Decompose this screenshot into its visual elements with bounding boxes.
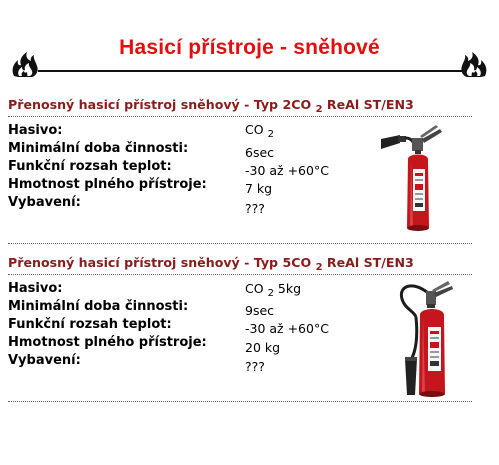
spec-label-vybaveni: Vybavení: xyxy=(8,195,81,210)
extinguisher-image xyxy=(392,277,460,401)
title-divider xyxy=(8,274,472,275)
spec-label-rozsah: Funkční rozsah teplot: xyxy=(8,317,172,332)
product-section xyxy=(8,255,472,405)
section-divider xyxy=(8,401,472,402)
spec-label-doba: Minimální doba činnosti: xyxy=(8,141,189,156)
spec-value-hasivo: CO $_2$ 5kg xyxy=(245,281,302,299)
spec-label-hmotnost: Hmotnost plného přístroje: xyxy=(8,335,207,350)
spec-value-hasivo: CO $_2$ xyxy=(245,122,274,140)
spec-value-rozsah: -30 až +60°C xyxy=(245,321,329,336)
page-header xyxy=(0,0,499,90)
spec-label-hasivo: Hasivo: xyxy=(8,281,63,296)
title-divider xyxy=(8,116,472,117)
header-divider xyxy=(38,70,464,72)
spec-value-rozsah: -30 až +60°C xyxy=(245,163,329,178)
extinguisher-image xyxy=(378,123,454,238)
spec-label-doba: Minimální doba činnosti: xyxy=(8,299,189,314)
spec-value-vybaveni: ??? xyxy=(245,201,265,216)
spec-value-vybaveni: ??? xyxy=(245,359,265,374)
spec-value-doba: 6sec xyxy=(245,145,275,160)
spec-value-doba: 9sec xyxy=(245,303,275,318)
spec-value-hmotnost: 7 kg xyxy=(245,181,273,196)
spec-label-rozsah: Funkční rozsah teplot: xyxy=(8,159,172,174)
spec-label-hasivo: Hasivo: xyxy=(8,123,63,138)
spec-label-hmotnost: Hmotnost plného přístroje: xyxy=(8,177,207,192)
product-section xyxy=(8,97,472,247)
section-divider xyxy=(8,243,472,244)
flame-icon xyxy=(459,50,489,78)
spec-value-hmotnost: 20 kg xyxy=(245,340,281,355)
page-title: Hasicí přístroje - sněhové xyxy=(119,36,380,59)
spec-label-vybaveni: Vybavení: xyxy=(8,353,81,368)
product-title: Přenosný hasicí přístroj sněhový - Typ 5CO $_2$ ReAl ST/EN3 xyxy=(8,255,414,273)
product-title: Přenosný hasicí přístroj sněhový - Typ 2CO $_2$ ReAl ST/EN3 xyxy=(8,97,414,115)
